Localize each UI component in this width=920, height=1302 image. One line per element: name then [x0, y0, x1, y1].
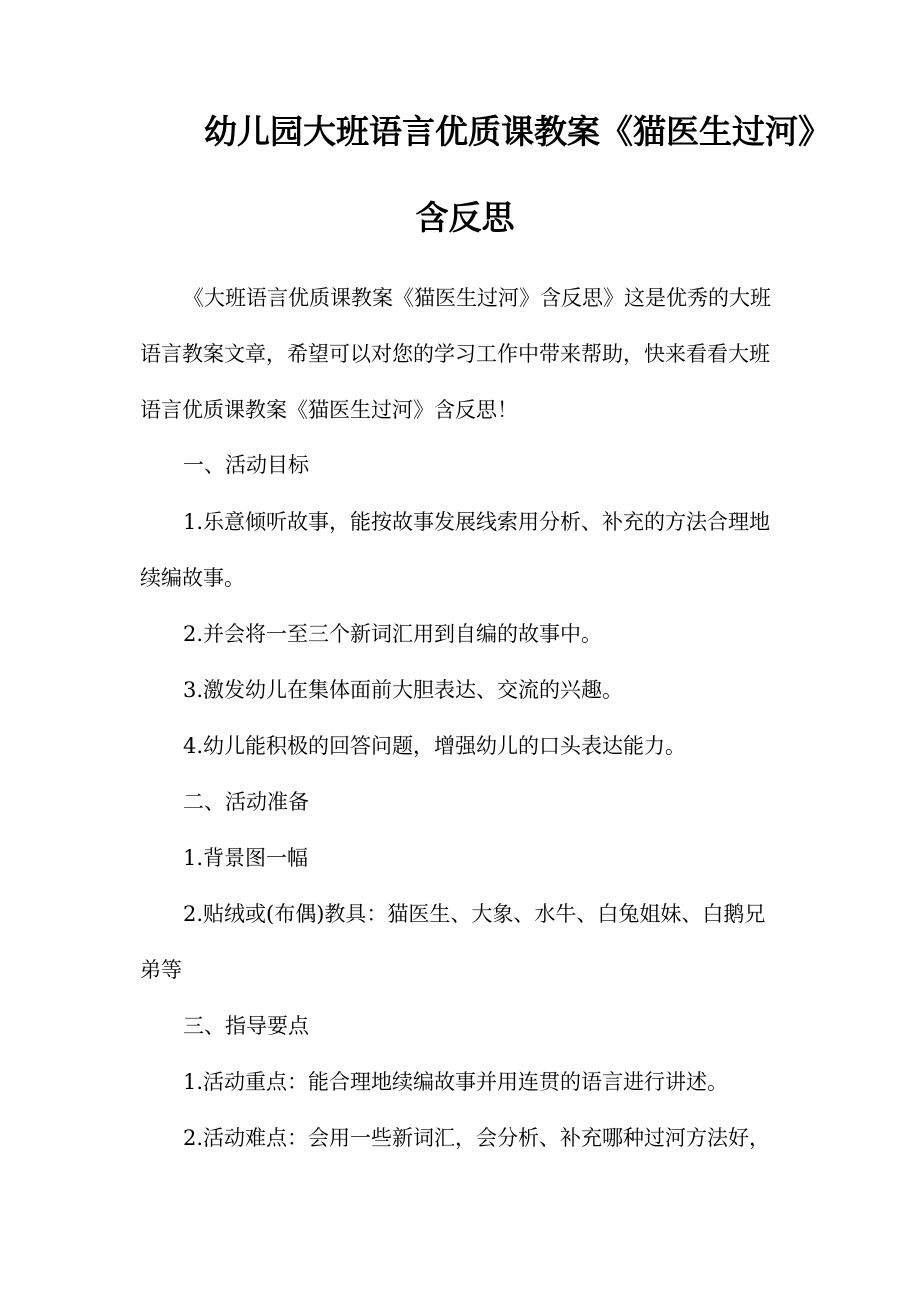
prep-2-line-2: 弟等	[140, 958, 182, 982]
prep-1: 1.背景图一幅	[183, 846, 309, 870]
section-heading-key-points: 三、指导要点	[183, 1014, 309, 1038]
goal-2: 2.并会将一至三个新词汇用到自编的故事中。	[183, 622, 603, 646]
goal-3: 3.激发幼儿在集体面前大胆表达、交流的兴趣。	[183, 678, 624, 702]
intro-line-1: 《大班语言优质课教案《猫医生过河》含反思》这是优秀的大班	[183, 286, 771, 310]
point-1: 1.活动重点：能合理地续编故事并用连贯的语言进行讲述。	[183, 1070, 729, 1094]
section-heading-preparation: 二、活动准备	[183, 790, 309, 814]
goal-4: 4.幼儿能积极的回答问题，增强幼儿的口头表达能力。	[183, 734, 687, 758]
prep-2-line-1: 2.贴绒或(布偶)教具：猫医生、大象、水牛、白兔姐妹、白鹅兄	[183, 902, 766, 926]
goal-1-line-1: 1.乐意倾听故事，能按故事发展线索用分析、补充的方法合理地	[183, 510, 771, 534]
goal-1-line-2: 续编故事。	[140, 566, 245, 590]
document-title-line-1: 幼儿园大班语言优质课教案《猫医生过河》	[204, 112, 831, 151]
point-2: 2.活动难点：会用一些新词汇，会分析、补充哪种过河方法好，	[183, 1126, 771, 1150]
document-title-line-2: 含反思	[415, 198, 515, 237]
intro-line-2: 语言教案文章，希望可以对您的学习工作中带来帮助，快来看看大班	[140, 342, 770, 366]
intro-line-3: 语言优质课教案《猫医生过河》含反思！	[140, 398, 518, 422]
section-heading-goals: 一、活动目标	[183, 453, 309, 477]
